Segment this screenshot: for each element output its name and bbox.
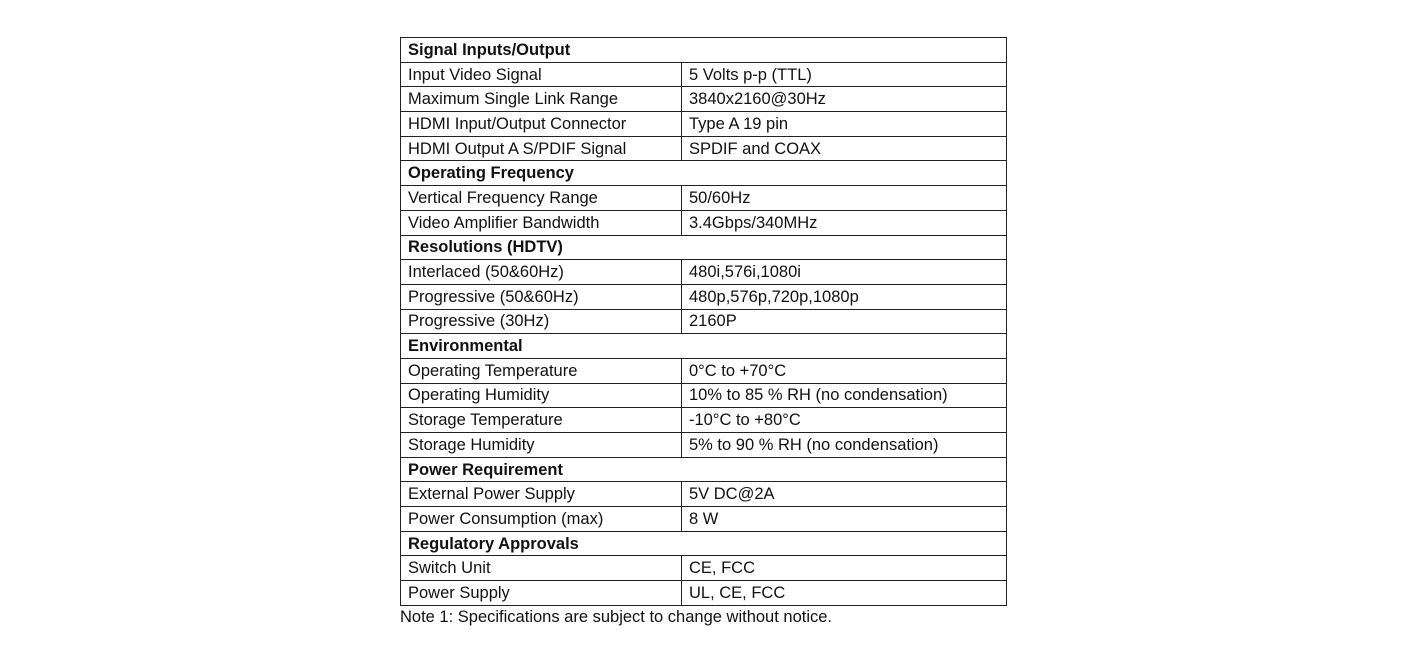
section-header-row (401, 531, 1007, 556)
spec-row (401, 408, 1007, 433)
spec-row (401, 112, 1007, 137)
spec-label: Power Supply (401, 581, 682, 606)
spec-label: HDMI Input/Output Connector (401, 112, 682, 137)
spec-value: 10% to 85 % RH (no condensation) (682, 383, 1007, 408)
spec-row (401, 433, 1007, 458)
spec-value: 50/60Hz (682, 186, 1007, 211)
spec-label: Vertical Frequency Range (401, 186, 682, 211)
section-title: Power Requirement (401, 457, 1007, 482)
spec-row (401, 210, 1007, 235)
spec-label: Operating Temperature (401, 358, 682, 383)
spec-value: 5V DC@2A (682, 482, 1007, 507)
spec-label: External Power Supply (401, 482, 682, 507)
spec-value: 5 Volts p-p (TTL) (682, 62, 1007, 87)
spec-row (401, 309, 1007, 334)
spec-value: -10°C to +80°C (682, 408, 1007, 433)
spec-label: Storage Humidity (401, 433, 682, 458)
spec-value: 480i,576i,1080i (682, 260, 1007, 285)
spec-label: Storage Temperature (401, 408, 682, 433)
spec-label: Input Video Signal (401, 62, 682, 87)
spec-label: Progressive (30Hz) (401, 309, 682, 334)
spec-value: 5% to 90 % RH (no condensation) (682, 433, 1007, 458)
spec-value: 2160P (682, 309, 1007, 334)
spec-label: Maximum Single Link Range (401, 87, 682, 112)
spec-row (401, 383, 1007, 408)
spec-value: SPDIF and COAX (682, 136, 1007, 161)
section-header-row (401, 38, 1007, 63)
spec-value: 3.4Gbps/340MHz (682, 210, 1007, 235)
section-header-row (401, 334, 1007, 359)
spec-label: Interlaced (50&60Hz) (401, 260, 682, 285)
section-title: Operating Frequency (401, 161, 1007, 186)
spec-value: Type A 19 pin (682, 112, 1007, 137)
section-title: Signal Inputs/Output (401, 38, 1007, 63)
spec-label: Power Consumption (max) (401, 507, 682, 532)
section-title: Resolutions (HDTV) (401, 235, 1007, 260)
spec-value: UL, CE, FCC (682, 581, 1007, 606)
spec-value: 0°C to +70°C (682, 358, 1007, 383)
spec-value: 8 W (682, 507, 1007, 532)
section-header-row (401, 457, 1007, 482)
spec-row (401, 284, 1007, 309)
section-header-row (401, 235, 1007, 260)
footnote: Note 1: Specifications are subject to change without notice. (400, 608, 833, 626)
section-header-row (401, 161, 1007, 186)
spec-row (401, 358, 1007, 383)
spec-label: Video Amplifier Bandwidth (401, 210, 682, 235)
spec-row (401, 556, 1007, 581)
spec-label: Switch Unit (401, 556, 682, 581)
spec-row (401, 260, 1007, 285)
spec-label: Operating Humidity (401, 383, 682, 408)
spec-row (401, 136, 1007, 161)
section-title: Environmental (401, 334, 1007, 359)
spec-value: 480p,576p,720p,1080p (682, 284, 1007, 309)
spec-row (401, 507, 1007, 532)
spec-row (401, 186, 1007, 211)
specifications-table-body (401, 38, 1007, 606)
section-title: Regulatory Approvals (401, 531, 1007, 556)
spec-row (401, 581, 1007, 606)
spec-value: CE, FCC (682, 556, 1007, 581)
spec-label: HDMI Output A S/PDIF Signal (401, 136, 682, 161)
spec-value: 3840x2160@30Hz (682, 87, 1007, 112)
specifications-table (400, 37, 1007, 606)
spec-row (401, 482, 1007, 507)
spec-row (401, 62, 1007, 87)
spec-row (401, 87, 1007, 112)
spec-label: Progressive (50&60Hz) (401, 284, 682, 309)
